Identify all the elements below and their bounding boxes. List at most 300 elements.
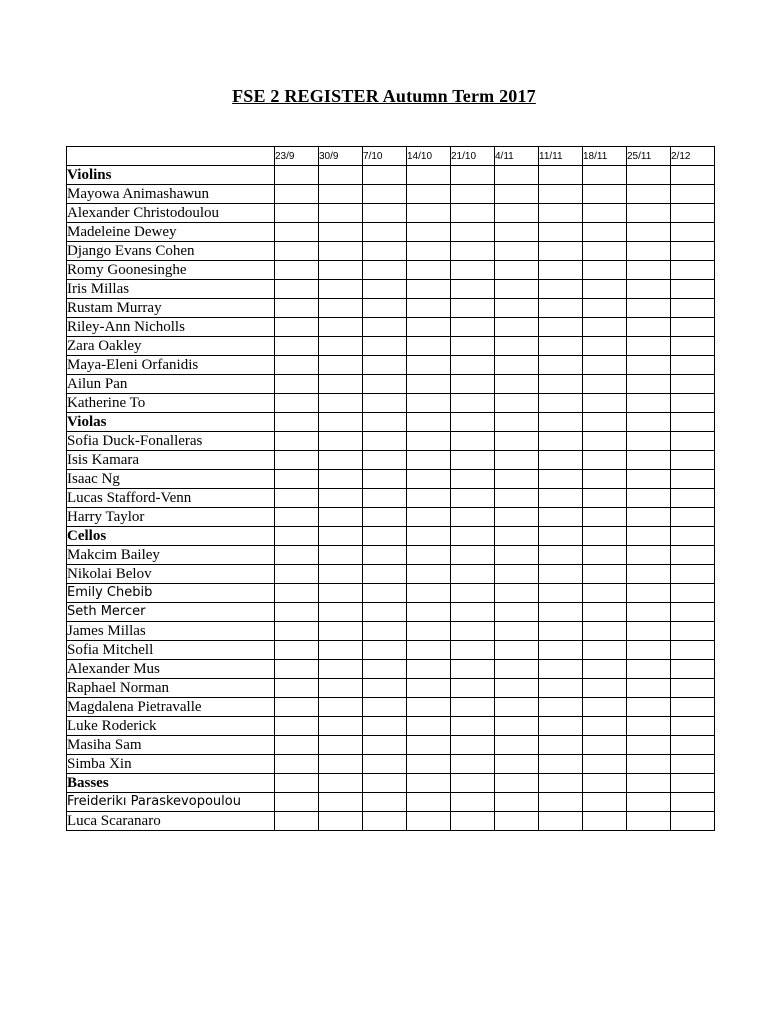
attendance-cell[interactable]: [583, 489, 627, 508]
attendance-cell[interactable]: [407, 698, 451, 717]
attendance-cell[interactable]: [275, 660, 319, 679]
attendance-cell[interactable]: [671, 603, 715, 622]
attendance-cell[interactable]: [671, 261, 715, 280]
attendance-cell[interactable]: [319, 717, 363, 736]
attendance-cell[interactable]: [539, 660, 583, 679]
attendance-cell[interactable]: [363, 318, 407, 337]
attendance-cell[interactable]: [363, 223, 407, 242]
attendance-cell[interactable]: [671, 755, 715, 774]
attendance-cell[interactable]: [363, 736, 407, 755]
attendance-cell[interactable]: [583, 204, 627, 223]
attendance-cell[interactable]: [495, 185, 539, 204]
attendance-cell[interactable]: [407, 546, 451, 565]
attendance-cell[interactable]: [539, 603, 583, 622]
attendance-cell[interactable]: [319, 812, 363, 831]
attendance-cell[interactable]: [319, 280, 363, 299]
attendance-cell[interactable]: [275, 565, 319, 584]
attendance-cell[interactable]: [583, 185, 627, 204]
attendance-cell[interactable]: [275, 337, 319, 356]
attendance-cell[interactable]: [539, 356, 583, 375]
attendance-cell[interactable]: [319, 622, 363, 641]
attendance-cell[interactable]: [627, 204, 671, 223]
attendance-cell[interactable]: [495, 508, 539, 527]
attendance-cell[interactable]: [407, 204, 451, 223]
attendance-cell[interactable]: [451, 812, 495, 831]
attendance-cell[interactable]: [275, 394, 319, 413]
attendance-cell[interactable]: [319, 166, 363, 185]
attendance-cell[interactable]: [583, 280, 627, 299]
attendance-cell[interactable]: [451, 185, 495, 204]
attendance-cell[interactable]: [363, 774, 407, 793]
attendance-cell[interactable]: [539, 470, 583, 489]
attendance-cell[interactable]: [671, 299, 715, 318]
attendance-cell[interactable]: [363, 489, 407, 508]
attendance-cell[interactable]: [275, 261, 319, 280]
attendance-cell[interactable]: [539, 489, 583, 508]
attendance-cell[interactable]: [363, 679, 407, 698]
attendance-cell[interactable]: [495, 242, 539, 261]
attendance-cell[interactable]: [451, 698, 495, 717]
attendance-cell[interactable]: [583, 527, 627, 546]
attendance-cell[interactable]: [671, 565, 715, 584]
attendance-cell[interactable]: [407, 242, 451, 261]
attendance-cell[interactable]: [671, 660, 715, 679]
attendance-cell[interactable]: [583, 356, 627, 375]
attendance-cell[interactable]: [451, 337, 495, 356]
attendance-cell[interactable]: [275, 451, 319, 470]
attendance-cell[interactable]: [407, 413, 451, 432]
attendance-cell[interactable]: [407, 812, 451, 831]
attendance-cell[interactable]: [671, 413, 715, 432]
attendance-cell[interactable]: [319, 546, 363, 565]
attendance-cell[interactable]: [539, 375, 583, 394]
attendance-cell[interactable]: [407, 318, 451, 337]
attendance-cell[interactable]: [495, 812, 539, 831]
attendance-cell[interactable]: [407, 356, 451, 375]
attendance-cell[interactable]: [627, 223, 671, 242]
attendance-cell[interactable]: [539, 337, 583, 356]
attendance-cell[interactable]: [363, 337, 407, 356]
attendance-cell[interactable]: [451, 451, 495, 470]
attendance-cell[interactable]: [363, 622, 407, 641]
attendance-cell[interactable]: [451, 280, 495, 299]
attendance-cell[interactable]: [671, 223, 715, 242]
attendance-cell[interactable]: [363, 451, 407, 470]
attendance-cell[interactable]: [627, 489, 671, 508]
attendance-cell[interactable]: [539, 280, 583, 299]
attendance-cell[interactable]: [451, 774, 495, 793]
attendance-cell[interactable]: [363, 755, 407, 774]
attendance-cell[interactable]: [407, 375, 451, 394]
attendance-cell[interactable]: [451, 565, 495, 584]
attendance-cell[interactable]: [583, 546, 627, 565]
attendance-cell[interactable]: [407, 603, 451, 622]
attendance-cell[interactable]: [671, 622, 715, 641]
attendance-cell[interactable]: [407, 793, 451, 812]
attendance-cell[interactable]: [451, 508, 495, 527]
attendance-cell[interactable]: [319, 508, 363, 527]
attendance-cell[interactable]: [363, 356, 407, 375]
attendance-cell[interactable]: [495, 489, 539, 508]
attendance-cell[interactable]: [319, 394, 363, 413]
attendance-cell[interactable]: [583, 318, 627, 337]
attendance-cell[interactable]: [319, 584, 363, 603]
attendance-cell[interactable]: [539, 622, 583, 641]
attendance-cell[interactable]: [495, 679, 539, 698]
attendance-cell[interactable]: [495, 622, 539, 641]
attendance-cell[interactable]: [671, 375, 715, 394]
attendance-cell[interactable]: [407, 527, 451, 546]
attendance-cell[interactable]: [451, 261, 495, 280]
attendance-cell[interactable]: [275, 508, 319, 527]
attendance-cell[interactable]: [495, 641, 539, 660]
attendance-cell[interactable]: [539, 318, 583, 337]
attendance-cell[interactable]: [319, 261, 363, 280]
attendance-cell[interactable]: [451, 660, 495, 679]
attendance-cell[interactable]: [539, 584, 583, 603]
attendance-cell[interactable]: [583, 793, 627, 812]
attendance-cell[interactable]: [627, 185, 671, 204]
attendance-cell[interactable]: [583, 432, 627, 451]
attendance-cell[interactable]: [539, 546, 583, 565]
attendance-cell[interactable]: [671, 641, 715, 660]
attendance-cell[interactable]: [319, 679, 363, 698]
attendance-cell[interactable]: [363, 717, 407, 736]
attendance-cell[interactable]: [363, 641, 407, 660]
attendance-cell[interactable]: [539, 185, 583, 204]
attendance-cell[interactable]: [539, 242, 583, 261]
attendance-cell[interactable]: [539, 717, 583, 736]
attendance-cell[interactable]: [671, 394, 715, 413]
attendance-cell[interactable]: [495, 299, 539, 318]
attendance-cell[interactable]: [583, 470, 627, 489]
attendance-cell[interactable]: [407, 394, 451, 413]
attendance-cell[interactable]: [319, 185, 363, 204]
attendance-cell[interactable]: [319, 698, 363, 717]
attendance-cell[interactable]: [319, 204, 363, 223]
attendance-cell[interactable]: [539, 204, 583, 223]
attendance-cell[interactable]: [363, 432, 407, 451]
attendance-cell[interactable]: [451, 584, 495, 603]
attendance-cell[interactable]: [627, 565, 671, 584]
attendance-cell[interactable]: [495, 166, 539, 185]
attendance-cell[interactable]: [407, 489, 451, 508]
attendance-cell[interactable]: [407, 622, 451, 641]
attendance-cell[interactable]: [275, 432, 319, 451]
attendance-cell[interactable]: [451, 736, 495, 755]
attendance-cell[interactable]: [627, 242, 671, 261]
attendance-cell[interactable]: [671, 432, 715, 451]
attendance-cell[interactable]: [671, 451, 715, 470]
attendance-cell[interactable]: [451, 356, 495, 375]
attendance-cell[interactable]: [627, 755, 671, 774]
attendance-cell[interactable]: [363, 394, 407, 413]
attendance-cell[interactable]: [627, 698, 671, 717]
attendance-cell[interactable]: [583, 413, 627, 432]
attendance-cell[interactable]: [319, 223, 363, 242]
attendance-cell[interactable]: [275, 356, 319, 375]
attendance-cell[interactable]: [319, 356, 363, 375]
attendance-cell[interactable]: [627, 470, 671, 489]
attendance-cell[interactable]: [495, 394, 539, 413]
attendance-cell[interactable]: [671, 774, 715, 793]
attendance-cell[interactable]: [495, 793, 539, 812]
attendance-cell[interactable]: [451, 204, 495, 223]
attendance-cell[interactable]: [495, 375, 539, 394]
attendance-cell[interactable]: [407, 223, 451, 242]
attendance-cell[interactable]: [451, 413, 495, 432]
attendance-cell[interactable]: [451, 375, 495, 394]
attendance-cell[interactable]: [495, 546, 539, 565]
attendance-cell[interactable]: [275, 527, 319, 546]
attendance-cell[interactable]: [363, 261, 407, 280]
attendance-cell[interactable]: [671, 470, 715, 489]
attendance-cell[interactable]: [319, 660, 363, 679]
attendance-cell[interactable]: [495, 755, 539, 774]
attendance-cell[interactable]: [583, 166, 627, 185]
attendance-cell[interactable]: [671, 242, 715, 261]
attendance-cell[interactable]: [319, 299, 363, 318]
attendance-cell[interactable]: [275, 755, 319, 774]
attendance-cell[interactable]: [451, 755, 495, 774]
attendance-cell[interactable]: [407, 584, 451, 603]
attendance-cell[interactable]: [275, 470, 319, 489]
attendance-cell[interactable]: [539, 641, 583, 660]
attendance-cell[interactable]: [451, 394, 495, 413]
attendance-cell[interactable]: [319, 242, 363, 261]
attendance-cell[interactable]: [275, 299, 319, 318]
attendance-cell[interactable]: [583, 299, 627, 318]
attendance-cell[interactable]: [275, 185, 319, 204]
attendance-cell[interactable]: [451, 717, 495, 736]
attendance-cell[interactable]: [539, 223, 583, 242]
attendance-cell[interactable]: [539, 774, 583, 793]
attendance-cell[interactable]: [275, 812, 319, 831]
attendance-cell[interactable]: [495, 318, 539, 337]
attendance-cell[interactable]: [671, 717, 715, 736]
attendance-cell[interactable]: [627, 166, 671, 185]
attendance-cell[interactable]: [583, 375, 627, 394]
attendance-cell[interactable]: [671, 812, 715, 831]
attendance-cell[interactable]: [275, 698, 319, 717]
attendance-cell[interactable]: [671, 508, 715, 527]
attendance-cell[interactable]: [451, 527, 495, 546]
attendance-cell[interactable]: [627, 337, 671, 356]
attendance-cell[interactable]: [627, 413, 671, 432]
attendance-cell[interactable]: [319, 793, 363, 812]
attendance-cell[interactable]: [451, 299, 495, 318]
attendance-cell[interactable]: [407, 508, 451, 527]
attendance-cell[interactable]: [671, 318, 715, 337]
attendance-cell[interactable]: [363, 242, 407, 261]
attendance-cell[interactable]: [363, 565, 407, 584]
attendance-cell[interactable]: [363, 793, 407, 812]
attendance-cell[interactable]: [627, 375, 671, 394]
attendance-cell[interactable]: [583, 812, 627, 831]
attendance-cell[interactable]: [627, 679, 671, 698]
attendance-cell[interactable]: [407, 432, 451, 451]
attendance-cell[interactable]: [583, 603, 627, 622]
attendance-cell[interactable]: [363, 280, 407, 299]
attendance-cell[interactable]: [363, 603, 407, 622]
attendance-cell[interactable]: [671, 698, 715, 717]
attendance-cell[interactable]: [407, 717, 451, 736]
attendance-cell[interactable]: [319, 470, 363, 489]
attendance-cell[interactable]: [583, 660, 627, 679]
attendance-cell[interactable]: [495, 698, 539, 717]
attendance-cell[interactable]: [363, 413, 407, 432]
attendance-cell[interactable]: [495, 204, 539, 223]
attendance-cell[interactable]: [627, 793, 671, 812]
attendance-cell[interactable]: [451, 546, 495, 565]
attendance-cell[interactable]: [627, 622, 671, 641]
attendance-cell[interactable]: [583, 261, 627, 280]
attendance-cell[interactable]: [539, 698, 583, 717]
attendance-cell[interactable]: [539, 432, 583, 451]
attendance-cell[interactable]: [627, 356, 671, 375]
attendance-cell[interactable]: [495, 584, 539, 603]
attendance-cell[interactable]: [319, 451, 363, 470]
attendance-cell[interactable]: [363, 299, 407, 318]
attendance-cell[interactable]: [275, 622, 319, 641]
attendance-cell[interactable]: [451, 793, 495, 812]
attendance-cell[interactable]: [451, 679, 495, 698]
attendance-cell[interactable]: [363, 584, 407, 603]
attendance-cell[interactable]: [495, 717, 539, 736]
attendance-cell[interactable]: [627, 736, 671, 755]
attendance-cell[interactable]: [275, 641, 319, 660]
attendance-cell[interactable]: [495, 432, 539, 451]
attendance-cell[interactable]: [495, 774, 539, 793]
attendance-cell[interactable]: [627, 717, 671, 736]
attendance-cell[interactable]: [319, 565, 363, 584]
attendance-cell[interactable]: [583, 641, 627, 660]
attendance-cell[interactable]: [671, 527, 715, 546]
attendance-cell[interactable]: [627, 660, 671, 679]
attendance-cell[interactable]: [539, 812, 583, 831]
attendance-cell[interactable]: [627, 508, 671, 527]
attendance-cell[interactable]: [671, 584, 715, 603]
attendance-cell[interactable]: [671, 679, 715, 698]
attendance-cell[interactable]: [319, 774, 363, 793]
attendance-cell[interactable]: [451, 166, 495, 185]
attendance-cell[interactable]: [363, 166, 407, 185]
attendance-cell[interactable]: [627, 546, 671, 565]
attendance-cell[interactable]: [539, 755, 583, 774]
attendance-cell[interactable]: [407, 185, 451, 204]
attendance-cell[interactable]: [275, 413, 319, 432]
attendance-cell[interactable]: [407, 337, 451, 356]
attendance-cell[interactable]: [539, 793, 583, 812]
attendance-cell[interactable]: [319, 337, 363, 356]
attendance-cell[interactable]: [495, 223, 539, 242]
attendance-cell[interactable]: [495, 451, 539, 470]
attendance-cell[interactable]: [583, 565, 627, 584]
attendance-cell[interactable]: [671, 280, 715, 299]
attendance-cell[interactable]: [539, 527, 583, 546]
attendance-cell[interactable]: [583, 736, 627, 755]
attendance-cell[interactable]: [627, 318, 671, 337]
attendance-cell[interactable]: [627, 451, 671, 470]
attendance-cell[interactable]: [495, 470, 539, 489]
attendance-cell[interactable]: [275, 546, 319, 565]
attendance-cell[interactable]: [583, 698, 627, 717]
attendance-cell[interactable]: [495, 337, 539, 356]
attendance-cell[interactable]: [627, 527, 671, 546]
attendance-cell[interactable]: [495, 280, 539, 299]
attendance-cell[interactable]: [627, 280, 671, 299]
attendance-cell[interactable]: [451, 242, 495, 261]
attendance-cell[interactable]: [319, 603, 363, 622]
attendance-cell[interactable]: [539, 736, 583, 755]
attendance-cell[interactable]: [627, 774, 671, 793]
attendance-cell[interactable]: [671, 337, 715, 356]
attendance-cell[interactable]: [539, 299, 583, 318]
attendance-cell[interactable]: [363, 375, 407, 394]
attendance-cell[interactable]: [495, 356, 539, 375]
attendance-cell[interactable]: [407, 641, 451, 660]
attendance-cell[interactable]: [275, 280, 319, 299]
attendance-cell[interactable]: [539, 508, 583, 527]
attendance-cell[interactable]: [319, 736, 363, 755]
attendance-cell[interactable]: [275, 223, 319, 242]
attendance-cell[interactable]: [275, 584, 319, 603]
attendance-cell[interactable]: [363, 812, 407, 831]
attendance-cell[interactable]: [671, 356, 715, 375]
attendance-cell[interactable]: [495, 660, 539, 679]
attendance-cell[interactable]: [363, 204, 407, 223]
attendance-cell[interactable]: [583, 584, 627, 603]
attendance-cell[interactable]: [451, 622, 495, 641]
attendance-cell[interactable]: [275, 679, 319, 698]
attendance-cell[interactable]: [583, 774, 627, 793]
attendance-cell[interactable]: [583, 679, 627, 698]
attendance-cell[interactable]: [275, 603, 319, 622]
attendance-cell[interactable]: [275, 204, 319, 223]
attendance-cell[interactable]: [671, 166, 715, 185]
attendance-cell[interactable]: [583, 508, 627, 527]
attendance-cell[interactable]: [319, 527, 363, 546]
attendance-cell[interactable]: [407, 280, 451, 299]
attendance-cell[interactable]: [583, 755, 627, 774]
attendance-cell[interactable]: [451, 489, 495, 508]
attendance-cell[interactable]: [275, 489, 319, 508]
attendance-cell[interactable]: [583, 622, 627, 641]
attendance-cell[interactable]: [495, 261, 539, 280]
attendance-cell[interactable]: [495, 736, 539, 755]
attendance-cell[interactable]: [451, 432, 495, 451]
attendance-cell[interactable]: [627, 432, 671, 451]
attendance-cell[interactable]: [407, 660, 451, 679]
attendance-cell[interactable]: [319, 489, 363, 508]
attendance-cell[interactable]: [539, 261, 583, 280]
attendance-cell[interactable]: [407, 299, 451, 318]
attendance-cell[interactable]: [583, 451, 627, 470]
attendance-cell[interactable]: [275, 736, 319, 755]
attendance-cell[interactable]: [671, 546, 715, 565]
attendance-cell[interactable]: [275, 793, 319, 812]
attendance-cell[interactable]: [275, 717, 319, 736]
attendance-cell[interactable]: [407, 565, 451, 584]
attendance-cell[interactable]: [583, 242, 627, 261]
attendance-cell[interactable]: [539, 451, 583, 470]
attendance-cell[interactable]: [275, 318, 319, 337]
attendance-cell[interactable]: [671, 185, 715, 204]
attendance-cell[interactable]: [407, 679, 451, 698]
attendance-cell[interactable]: [363, 185, 407, 204]
attendance-cell[interactable]: [451, 318, 495, 337]
attendance-cell[interactable]: [539, 166, 583, 185]
